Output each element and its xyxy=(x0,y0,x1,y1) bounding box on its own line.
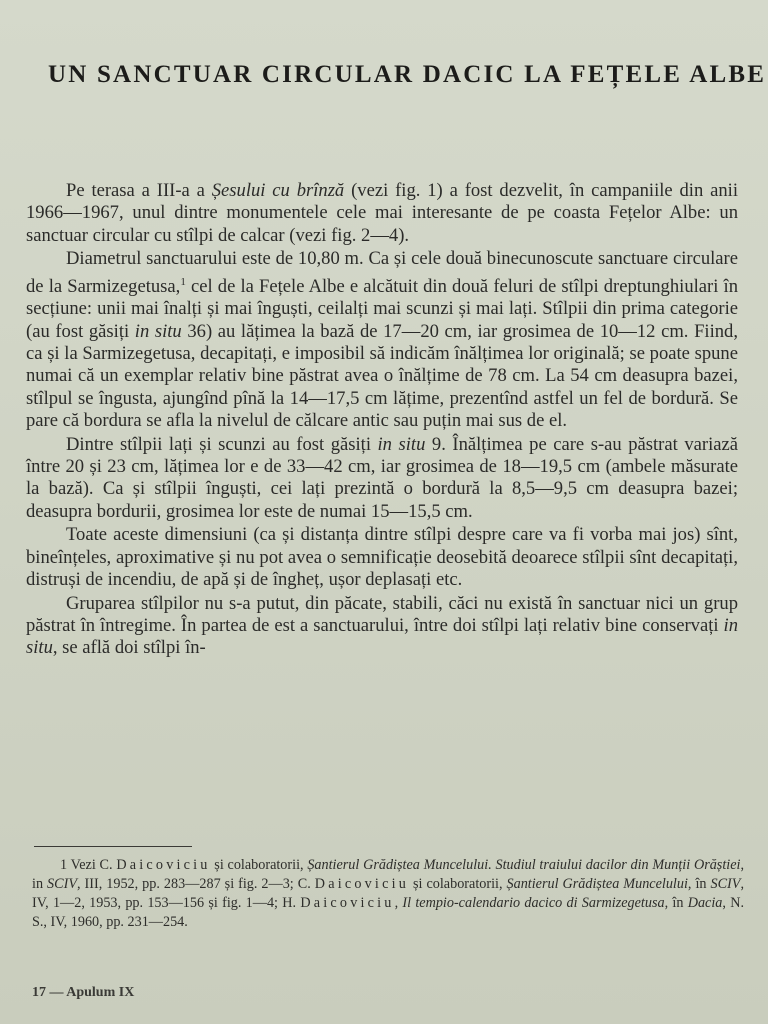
paragraph-1-text-a: Pe terasa a III-a a xyxy=(66,180,212,201)
paragraph-2 xyxy=(26,248,738,432)
paragraph-3-text-a: Dintre stîlpii lați și scunzi au fost găsiți xyxy=(66,433,378,455)
paragraph-3-text-c: 9. Înălțimea pe care s-au păstrat variază între 20 și 23 cm, lățimea lor e de 33—42 cm, iar grosimea de 18—19,5 cm (ambele măsurate la bază). Ca și stîlpii înguști, cei lați prezintă o bordură la 8,5—9,5 cm deasupra bazei; deasupra bordurii, grosimea lor este de numai 15—15,5 cm. xyxy=(26,433,738,522)
paragraph-1 xyxy=(26,180,738,247)
footnote-1 xyxy=(32,856,744,932)
paragraph-4 xyxy=(26,524,738,591)
footnote-separator xyxy=(34,846,192,847)
paragraph-1-text-c: (vezi fig. 1) a fost dezvelit, în campaniile din anii 1966—1967, unul dintre monumentele cele mai interesante de pe coasta Fețelor Albe: un sanctuar circular cu stîlpi de calcar (vezi fig. 2—4). xyxy=(26,180,739,246)
paragraph-2-italic-insitu: in situ xyxy=(134,320,182,342)
footnote-text: , xyxy=(394,895,403,911)
paragraph-2-text-d: 36) au lățimea la bază de 17—20 cm, iar grosimea de 10—12 cm. Fiind, ca și la Sarmizegetusa, decapitați, e imposibil să indicăm înălțimea lor originală; se poate spune numai că un exemplar relativ bine păstrat avea o înălțime de 78 cm. La 54 cm deasupra bazei, stîlpul se îngusta, ajungînd pînă la 14—17,5 cm lățime, prezentînd astfel un fel de bordură. Se pare că bordura se afla la nivelul de călcare antic sau puțin mai sus de el. xyxy=(26,320,738,432)
footnote-text: , III, 1952, pp. 283—287 și fig. 2—3; C. xyxy=(77,876,315,892)
paragraph-3-italic-insitu: in situ xyxy=(377,433,426,455)
footnote-work-title: Șantierul Grădiștea Muncelului. Studiul traiului dacilor din Munții Orăștiei xyxy=(307,857,741,873)
footnote-number: 1 xyxy=(60,857,68,873)
paragraph-5-text-c: , se află doi stîlpi în- xyxy=(52,637,206,659)
paragraph-1-italic-place: Șesului cu brînză xyxy=(211,180,345,201)
footnote-work-title: Il tempio-calendario dacico di Sarmizegetusa xyxy=(402,895,665,911)
footnote-journal: SCIV xyxy=(47,876,77,892)
footnote-ref-1: 1 xyxy=(180,275,186,288)
footnote-work-title: Șantierul Grădiștea Muncelului xyxy=(506,876,688,892)
paragraph-5-italic-insitu: in situ xyxy=(26,614,738,659)
footnote-text: , in xyxy=(32,857,744,892)
footnote-author: Daicoviciu xyxy=(314,876,410,892)
footnote-journal: SCIV xyxy=(710,876,741,892)
footnote-text: și colaboratorii, xyxy=(210,857,308,873)
footnote-text: , N. S., IV, 1960, pp. 231—254. xyxy=(32,895,744,930)
article-body xyxy=(26,180,738,660)
paragraph-2-text-a: Diametrul sanctuarului este de 10,80 m. Ca și cele două binecunoscute sanctuare circulare de la Sarmizegetusa, xyxy=(26,248,738,297)
paragraph-5 xyxy=(26,593,738,660)
footnote-text: și colaboratorii, xyxy=(409,876,507,892)
footnote-block xyxy=(32,856,744,932)
footnote-text: , în xyxy=(664,895,688,911)
footnote-author: Daicoviciu xyxy=(116,857,211,873)
page-folio: 17 — Apulum IX xyxy=(32,985,135,1000)
footnote-text: , IV, 1—2, 1953, pp. 153—156 și fig. 1—4; H. xyxy=(32,876,744,911)
footnote-journal: Dacia xyxy=(687,895,723,911)
footnote-text: Vezi C. xyxy=(67,857,117,873)
paragraph-2-text-b: cel de la Fețele Albe e alcătuit din două feluri de stîlpi dreptunghiulari în secțiune: unii mai înalți și mai înguști, ceilalți mai scunzi și mai lați. Stîlpii din prima categorie (au fost găsiți xyxy=(26,275,738,342)
paragraph-4-text-a: Toate aceste dimensiuni (ca și distanța dintre stîlpi despre care va fi vorba mai jos) sînt, bineînțeles, aproximative și nu pot avea o semnificație deosebită deoarece stîlpii sînt decapitați, distruși de incendiu, de apă și de îngheț, ușor deplasați etc. xyxy=(26,524,738,591)
article-title: UN SANCTUAR CIRCULAR DACIC LA FEȚELE ALBE xyxy=(48,60,767,88)
paragraph-3 xyxy=(26,434,738,524)
paragraph-5-text-a: Gruparea stîlpilor nu s-a putut, din păcate, stabili, căci nu există în sanctuar nici un grup păstrat în întregime. În partea de est a sanctuarului, între doi stîlpi lați relativ bine conservați xyxy=(26,592,738,636)
footnote-author: Daicoviciu xyxy=(300,895,395,911)
footnote-text: , în xyxy=(687,876,711,892)
